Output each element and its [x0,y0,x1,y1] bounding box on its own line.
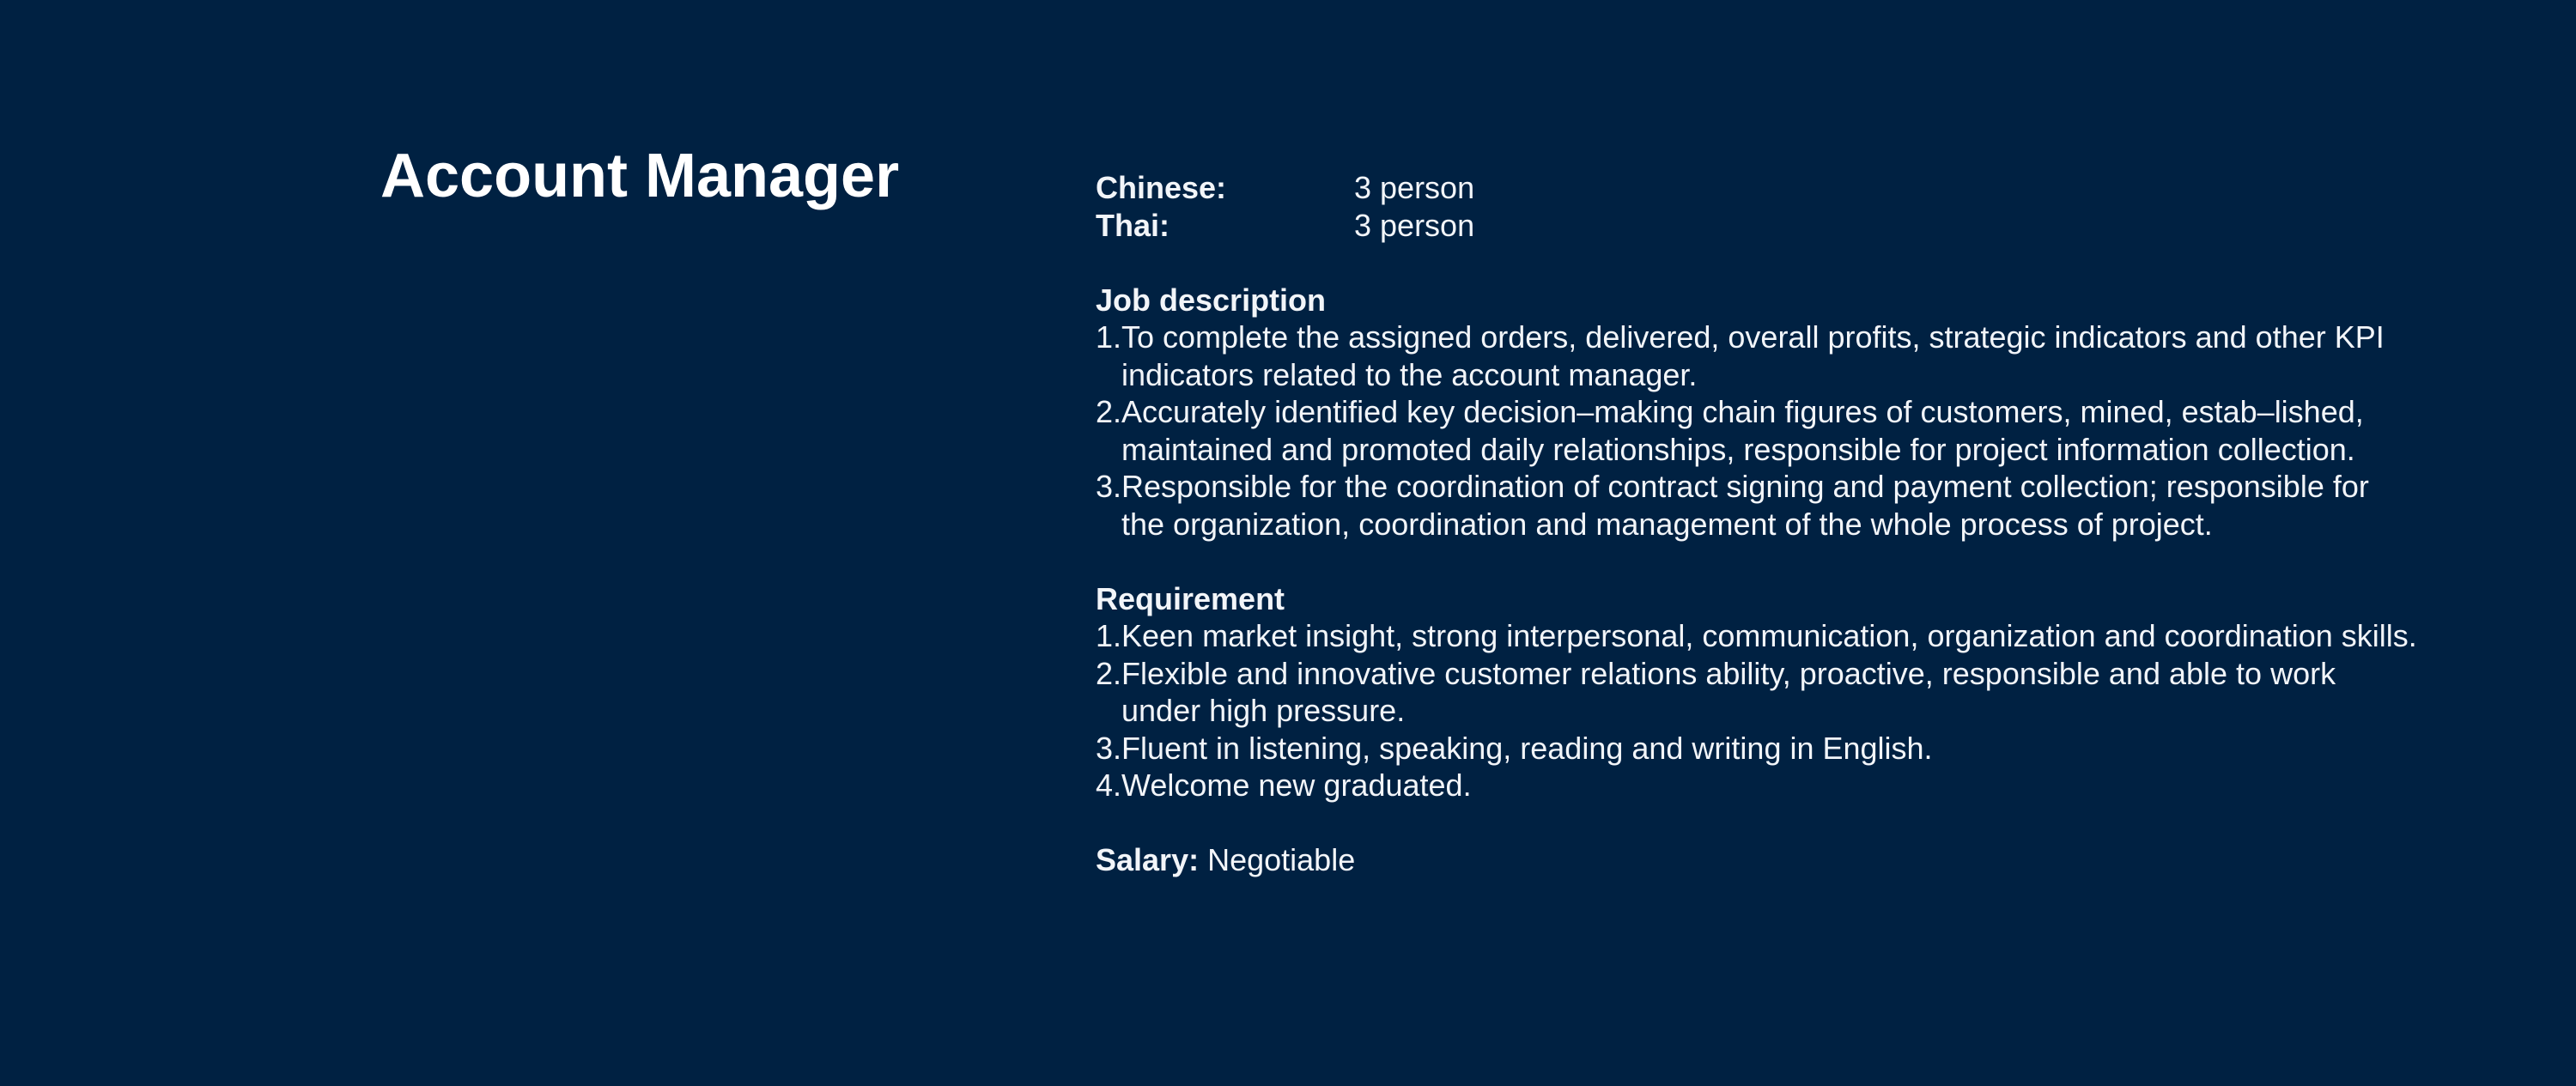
salary-label: Salary: [1096,842,1200,877]
list-item-number: 2. [1096,394,1122,429]
salary-value: Negotiable [1207,842,1356,877]
job-description-section [1096,282,2418,543]
list-item-text: Flexible and innovative customer relations ability, proactive, responsible and able to work under high pressure. [1121,655,2336,728]
headcount-row-chinese [1096,169,2418,207]
list-item-text: To complete the assigned orders, delivered, overall profits, strategic indicators and other KPI indicators related to the account manager. [1121,319,2385,392]
headcount-value: 3 person [1354,207,1475,243]
list-item-number: 1. [1096,618,1122,653]
headcount-value: 3 person [1354,170,1475,205]
salary-line [1096,841,2418,879]
list-item [1096,767,2418,804]
page-title: Account Manager [380,142,900,210]
headcount-row-thai [1096,207,2418,245]
job-details [1096,169,2418,879]
list-item-number: 3. [1096,469,1122,504]
headcount-label: Chinese: [1096,170,1227,205]
list-item-text: Fluent in listening, speaking, reading and writing in English. [1121,730,1933,766]
job-description-heading: Job description [1096,282,1327,318]
list-item [1096,730,2418,767]
list-item-number: 2. [1096,655,1122,691]
list-item [1096,393,2418,468]
requirement-section [1096,580,2418,804]
list-item [1096,617,2418,655]
list-item-text: Welcome new graduated. [1121,767,1472,803]
list-item [1096,468,2418,543]
list-item-text: Keen market insight, strong interpersonal, communication, organization and coordination skills. [1121,618,2417,653]
requirement-heading: Requirement [1096,580,1285,616]
list-item [1096,319,2418,393]
list-item [1096,655,2418,730]
list-item-number: 1. [1096,319,1122,355]
list-item-text: Accurately identified key decision–making chain figures of customers, mined, estab–lished, maintained and promoted daily relationships, responsible for project information collection. [1121,394,2364,467]
list-item-number: 4. [1096,767,1122,803]
list-item-number: 3. [1096,730,1122,766]
headcount-block [1096,169,2418,244]
list-item-text: Responsible for the coordination of contract signing and payment collection; responsible for the organization, coordination and management of the whole process of project. [1121,469,2369,542]
headcount-label: Thai: [1096,207,1170,243]
